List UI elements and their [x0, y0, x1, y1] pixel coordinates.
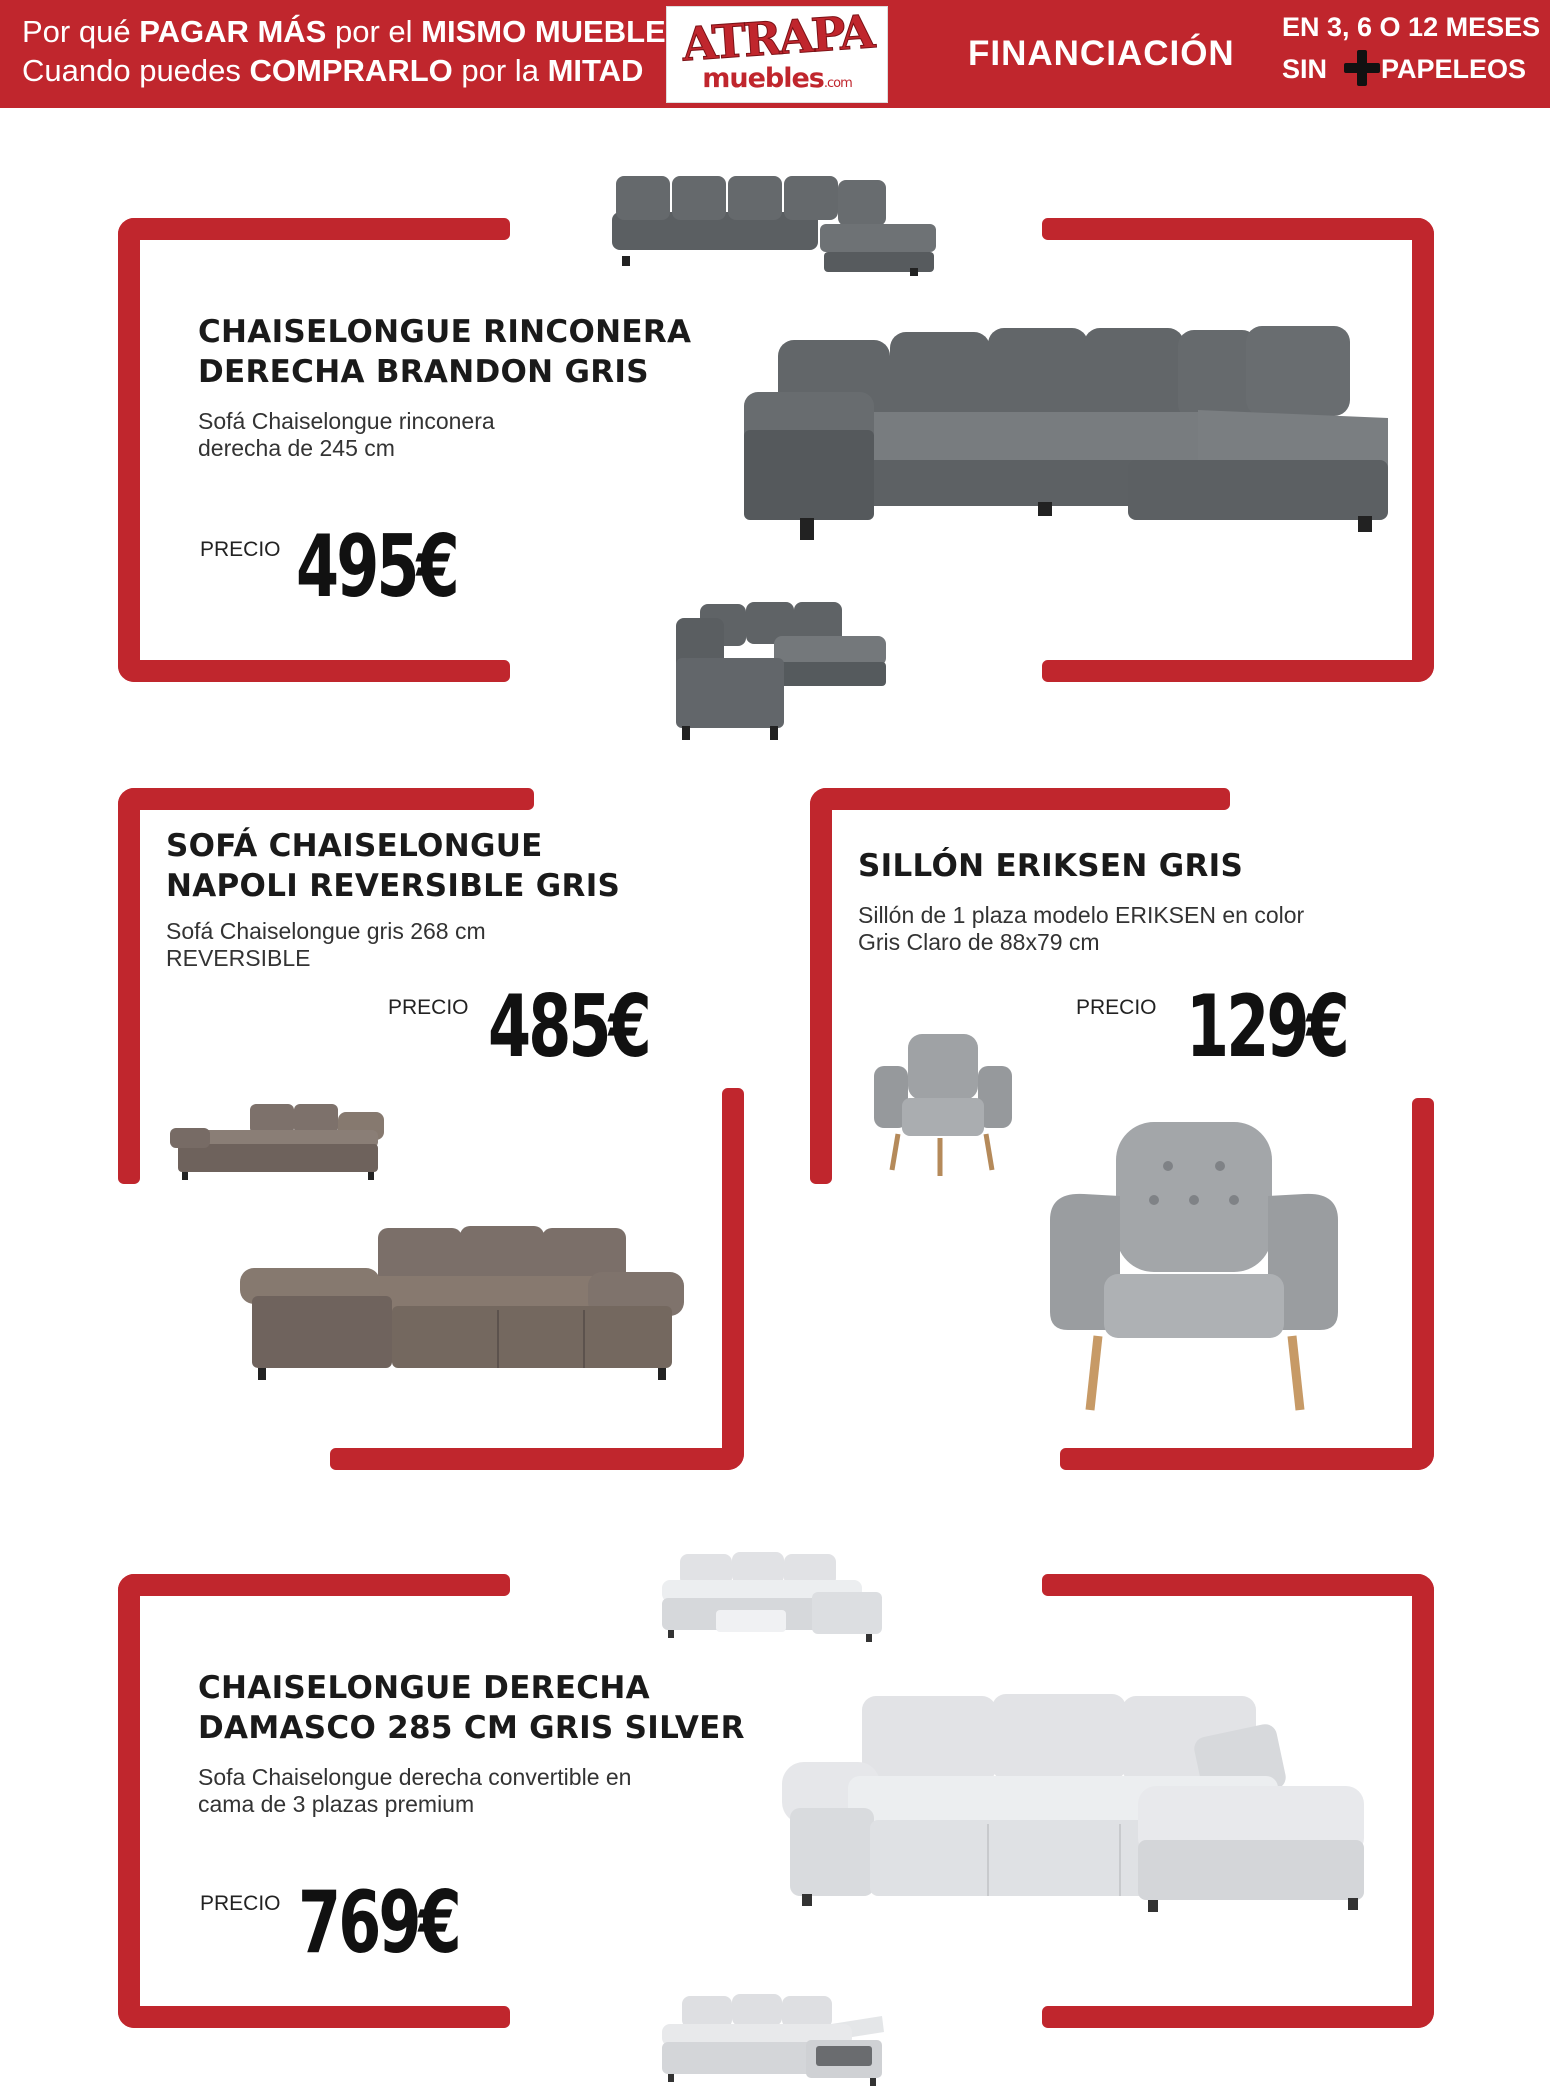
product-description: Sofá Chaiselongue rinconera derecha de 245 cm — [198, 408, 495, 461]
brand-logo[interactable] — [666, 6, 888, 103]
sofa-image[interactable] — [238, 1222, 688, 1392]
sofa-image[interactable] — [670, 598, 888, 748]
product-title: CHAISELONGUE RINCONERA DERECHA BRANDON GRIS — [198, 314, 692, 390]
armchair-image[interactable] — [868, 1030, 1018, 1180]
product-title: SOFÁ CHAISELONGUE NAPOLI REVERSIBLE GRIS — [166, 828, 621, 904]
slogan-line-1: Por qué PAGAR MÁS por el MISMO MUEBLE — [22, 14, 666, 49]
sofa-image[interactable] — [168, 1100, 390, 1182]
product-title: CHAISELONGUE DERECHA DAMASCO 285 CM GRIS SILVER — [198, 1670, 745, 1746]
product-title: SILLÓN ERIKSEN GRIS — [858, 848, 1244, 884]
sofa-image[interactable] — [778, 1690, 1368, 1922]
product-description: Sillón de 1 plaza modelo ERIKSEN en color Gris Claro de 88x79 cm — [858, 902, 1305, 955]
logo-wordmark-top: ATRAPA — [680, 4, 874, 72]
sofa-image[interactable] — [656, 1988, 888, 2088]
financing-label: FINANCIACIÓN — [968, 34, 1235, 73]
sofa-image[interactable] — [738, 320, 1398, 550]
slogan — [22, 12, 666, 90]
sofa-image[interactable] — [652, 1548, 886, 1648]
product-description: Sofa Chaiselongue derecha convertible en cama de 3 plazas premium — [198, 1764, 632, 1817]
product-description: Sofá Chaiselongue gris 268 cm REVERSIBLE — [166, 918, 486, 971]
logo-wordmark-bottom: muebles.com — [702, 63, 852, 94]
financing-no-paperwork: SIN PAPELEOS — [1282, 54, 1526, 85]
price-label: PRECIO — [200, 538, 281, 561]
armchair-image[interactable] — [1044, 1116, 1344, 1416]
plus-icon — [1342, 48, 1382, 88]
price-value: 495€ — [296, 517, 457, 617]
price-value: 129€ — [1186, 977, 1347, 1077]
slogan-line-2: Cuando puedes COMPRARLO por la MITAD — [22, 53, 644, 88]
price-value: 485€ — [488, 977, 649, 1077]
price-label: PRECIO — [388, 996, 469, 1019]
financing-terms: EN 3, 6 O 12 MESES — [1282, 12, 1541, 42]
price-value: 769€ — [298, 1873, 459, 1973]
price-label: PRECIO — [1076, 996, 1157, 1019]
header-banner — [0, 0, 1550, 108]
sofa-image[interactable] — [610, 168, 936, 278]
price-label: PRECIO — [200, 1892, 281, 1915]
